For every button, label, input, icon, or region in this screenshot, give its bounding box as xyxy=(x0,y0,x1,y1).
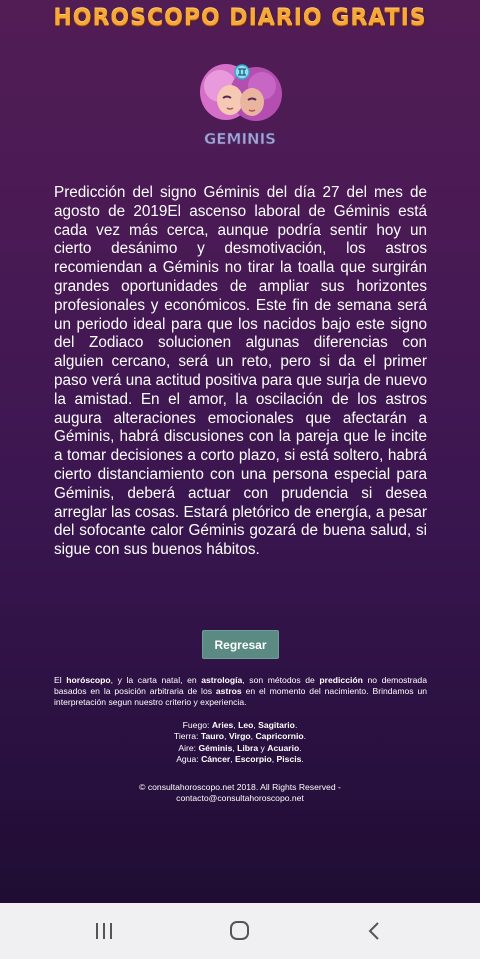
app-title: HOROSCOPO DIARIO GRATIS xyxy=(53,6,427,31)
footer xyxy=(0,782,480,805)
android-nav-bar xyxy=(0,903,480,959)
sign-name: GEMINIS xyxy=(203,130,277,148)
element-row-fuego: Fuego: Aries, Leo, Sagitario. xyxy=(182,720,298,730)
contact-email[interactable]: contacto@consultahoroscopo.net xyxy=(176,793,304,804)
disclaimer: El horóscopo, y la carta natal, en astrología, son métodos de predicción no demostrada basados en la posición arbitraria de los astros en el momento del nacimiento. Brindamos un interpretación segun nuestro criterio y experiencia. xyxy=(54,675,427,707)
prediction-text: Predicción del signo Géminis del día 27 del mes de agosto de 2019El ascenso laboral de Géminis está cada vez más cerca, aunque podría sentir hoy un cierto desánimo y desmotivación, los astros recomiendan a Géminis no tirar la toalla que surgirán grandes oportunidades de ampliar sus horizontes profesionales y económicos. Este fin de semana será un periodo ideal para que los nacidos bajo este signo del Zodiaco solucionen algunas diferencias con alguien cercano, será un reto, pero si da el primer paso verá una actitud positiva para que surja de nuevo la amistad. En el amor, la oscilación de los astros augura alteraciones emocionales que afectarán a Géminis, habrá discusiones con la pareja que le incite a tomar decisiones a corto plazo, si está soltero, habrá cierto distanciamiento con una persona especial para Géminis, deberá actuar con prudencia si desea arreglar las cosas. Estará pletórico de energía, a pesar del sofocante calor Géminis gozará de buena salud, si sigue con sus buenos hábitos. xyxy=(54,184,427,559)
copyright-text: © consultahoroscopo.net 2018. All Rights Reserved - xyxy=(139,782,341,792)
home-icon[interactable] xyxy=(219,917,259,945)
element-row-agua: Agua: Cáncer, Escorpio, Piscis. xyxy=(176,754,304,765)
element-row-tierra: Tierra: Tauro, Virgo, Capricornio. xyxy=(173,731,307,742)
recent-apps-icon[interactable] xyxy=(84,917,124,945)
back-button[interactable]: Regresar xyxy=(202,630,279,659)
back-icon[interactable] xyxy=(354,917,394,945)
zodiac-elements-list xyxy=(0,720,480,766)
element-row-aire: Aire: Géminis, Libra y Acuario. xyxy=(178,742,302,753)
geminis-sign-logo xyxy=(190,56,290,152)
